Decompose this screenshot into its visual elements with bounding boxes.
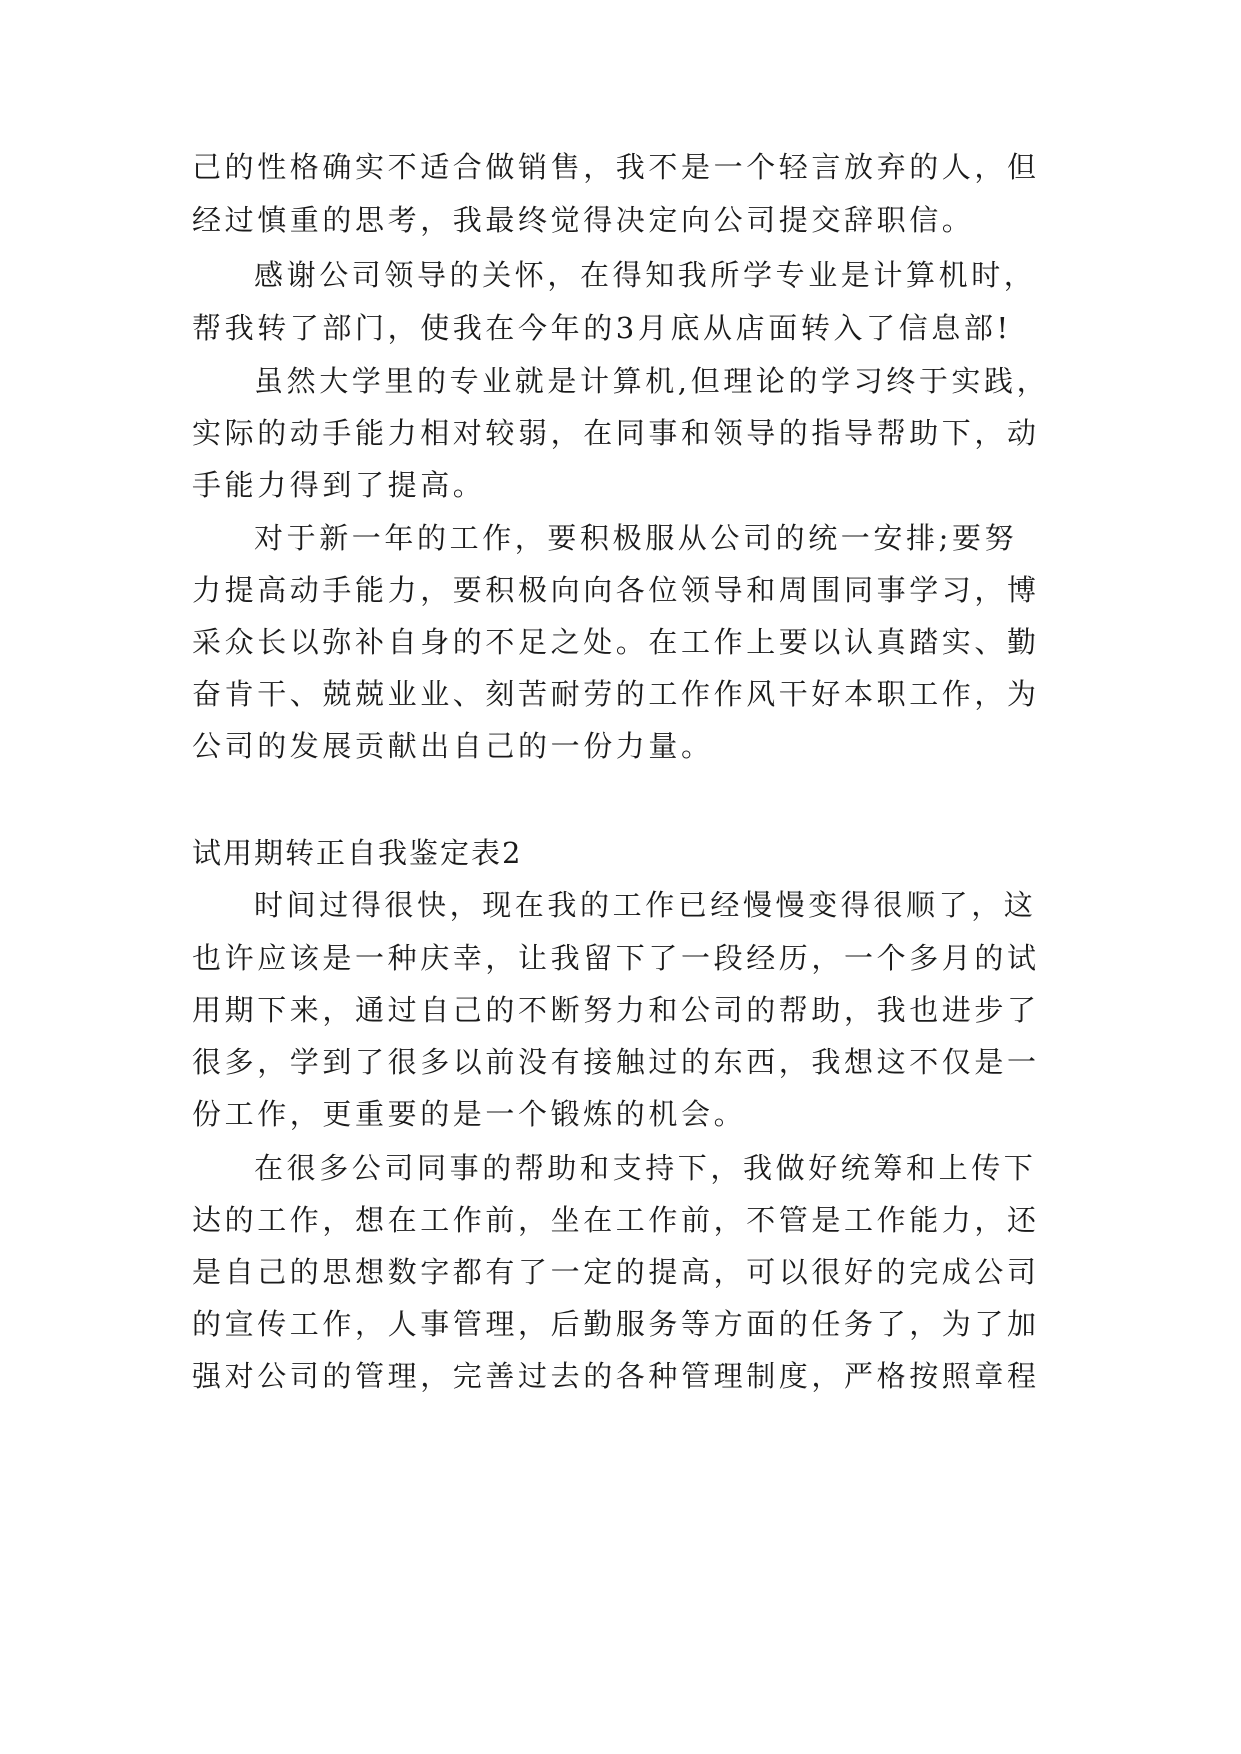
paragraph-first-line: 感谢公司领导的关怀，在得知我所学专业是计算机时， <box>254 258 1037 292</box>
section-heading: 试用期转正自我鉴定表2 <box>192 836 523 870</box>
text-line: 奋肯干、兢兢业业、刻苦耐劳的工作作风干好本职工作，为 <box>192 677 1040 711</box>
paragraph-first-line: 对于新一年的工作，要积极服从公司的统一安排;要努 <box>254 521 1018 555</box>
paragraph-first-line: 在很多公司同事的帮助和支持下，我做好统筹和上传下 <box>254 1151 1037 1185</box>
text-line: 己的性格确实不适合做销售，我不是一个轻言放弃的人，但 <box>192 150 1040 184</box>
text-line: 采众长以弥补自身的不足之处。在工作上要以认真踏实、勤 <box>192 625 1040 659</box>
text-line: 强对公司的管理，完善过去的各种管理制度，严格按照章程 <box>192 1359 1040 1393</box>
text-line: 公司的发展贡献出自己的一份力量。 <box>192 729 714 763</box>
text-line: 经过慎重的思考，我最终觉得决定向公司提交辞职信。 <box>192 203 975 237</box>
text-line: 用期下来，通过自己的不断努力和公司的帮助，我也进步了 <box>192 993 1040 1027</box>
text-line: 很多，学到了很多以前没有接触过的东西，我想这不仅是一 <box>192 1045 1040 1079</box>
text-line: 的宣传工作，人事管理，后勤服务等方面的任务了，为了加 <box>192 1307 1040 1341</box>
text-line: 力提高动手能力，要积极向向各位领导和周围同事学习，博 <box>192 573 1040 607</box>
text-line: 手能力得到了提高。 <box>192 468 486 502</box>
paragraph-first-line: 虽然大学里的专业就是计算机,但理论的学习终于实践， <box>254 364 1050 398</box>
text-line: 实际的动手能力相对较弱，在同事和领导的指导帮助下，动 <box>192 416 1040 450</box>
text-line: 是自己的思想数字都有了一定的提高，可以很好的完成公司 <box>192 1255 1040 1289</box>
text-line: 份工作，更重要的是一个锻炼的机会。 <box>192 1097 747 1131</box>
paragraph-first-line: 时间过得很快，现在我的工作已经慢慢变得很顺了，这 <box>254 888 1037 922</box>
text-line: 达的工作，想在工作前，坐在工作前，不管是工作能力，还 <box>192 1203 1040 1237</box>
text-line: 帮我转了部门，使我在今年的3月底从店面转入了信息部! <box>192 311 1012 345</box>
text-line: 也许应该是一种庆幸，让我留下了一段经历，一个多月的试 <box>192 941 1040 975</box>
